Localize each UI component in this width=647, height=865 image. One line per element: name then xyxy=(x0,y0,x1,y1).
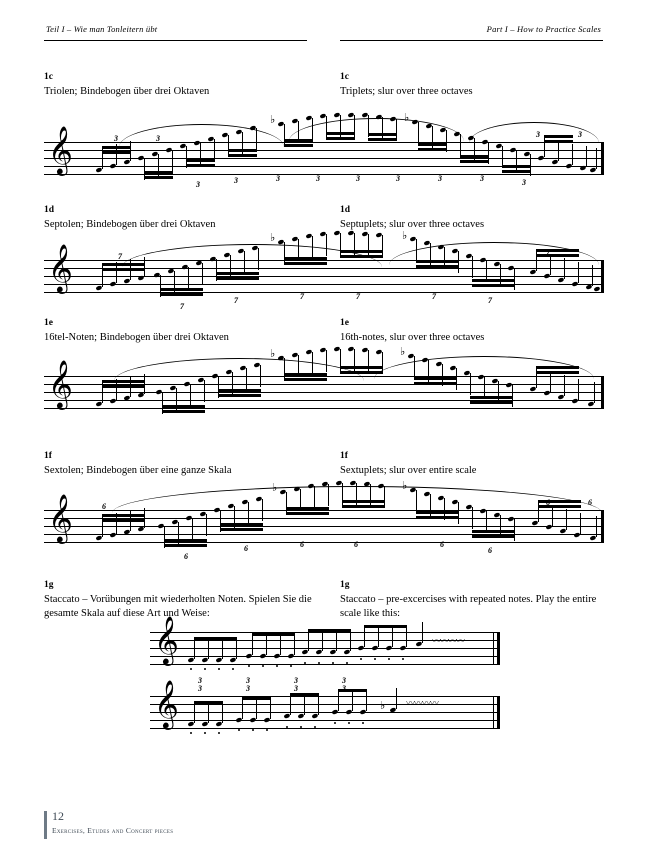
page-number: 12 xyxy=(52,809,64,823)
footer-title: Exercises, Etudes and Concert pieces xyxy=(52,826,174,835)
section-number-1d-en: 1d xyxy=(340,205,351,215)
final-barline xyxy=(601,376,604,409)
tuplet-number: 6 xyxy=(440,540,444,549)
section-number-1g-en: 1g xyxy=(340,580,350,590)
flat-accidental: ♭ xyxy=(272,481,278,494)
section-number-1e-en: 1e xyxy=(340,318,349,328)
section-text-1f-de: Sextolen; Bindebogen über eine ganze Skala xyxy=(44,465,232,476)
staff-1g-b xyxy=(150,679,500,728)
section-text-1c-en: Triplets; slur over three octaves xyxy=(340,86,473,97)
treble-clef-icon: 𝄞 xyxy=(48,125,73,174)
flat-accidental: ♭ xyxy=(270,347,276,360)
page-footer xyxy=(44,811,444,843)
caption-1f-de xyxy=(44,449,324,478)
section-number-1e-de: 1e xyxy=(44,318,53,328)
treble-clef-icon: 𝄞 xyxy=(48,243,73,292)
tuplet-number: 3 xyxy=(294,676,298,685)
music-system-1f xyxy=(44,479,604,561)
section-text-1d-de: Septolen; Bindebogen über drei Oktaven xyxy=(44,219,216,230)
running-head xyxy=(44,24,603,42)
header-rule-right xyxy=(340,40,603,41)
running-head-left: Teil I – Wie man Tonleitern übt xyxy=(46,24,158,34)
tuplet-number: 3 xyxy=(480,174,484,183)
staff-1e xyxy=(44,345,604,408)
section-number-1f-de: 1f xyxy=(44,451,52,461)
tuplet-number: 3 xyxy=(294,684,298,693)
music-system-1g-a xyxy=(150,615,500,670)
tuplet-number: 3 xyxy=(536,130,540,139)
treble-clef-icon: 𝄞 xyxy=(48,493,73,542)
treble-clef-icon: 𝄞 xyxy=(48,359,73,408)
section-number-1c-de: 1c xyxy=(44,72,53,82)
tuplet-number: 3 xyxy=(396,174,400,183)
caption-1d-en xyxy=(340,203,612,232)
section-number-1g-de: 1g xyxy=(44,580,54,590)
flat-accidental: ♭ xyxy=(404,111,410,124)
tuplet-number: 3 xyxy=(316,174,320,183)
caption-1e-de xyxy=(44,316,324,345)
tuplet-number: 7 xyxy=(488,296,492,305)
tuplet-number: 6 xyxy=(184,552,188,561)
music-system-1d xyxy=(44,229,604,314)
tuplet-number: 7 xyxy=(546,248,550,257)
trill-wavy-line: 〰〰〰〰 xyxy=(406,699,439,709)
section-text-1e-en: 16th-notes, slur over three octaves xyxy=(340,332,485,343)
section-text-1f-en: Sextuplets; slur over entire scale xyxy=(340,465,477,476)
flat-accidental: ♭ xyxy=(402,479,408,492)
caption-1g-de xyxy=(44,578,324,621)
caption-1c-en xyxy=(340,70,612,99)
treble-clef-icon: 𝄞 xyxy=(154,679,179,728)
tuplet-number: 3 xyxy=(276,174,280,183)
flat-accidental: ♭ xyxy=(400,345,406,358)
tuplet-number: 3 xyxy=(578,130,582,139)
music-system-1e xyxy=(44,345,604,428)
tuplet-number: 7 xyxy=(234,296,238,305)
tuplet-number: 6 xyxy=(488,546,492,555)
tuplet-number: 3 xyxy=(438,174,442,183)
staff-1g-a xyxy=(150,615,500,664)
staff-1c xyxy=(44,111,604,174)
final-barline xyxy=(601,260,604,293)
tuplet-number: 3 xyxy=(156,134,160,143)
running-head-right: Part I – How to Practice Scales xyxy=(486,24,601,34)
section-text-1g-de: Staccato – Vorübungen mit wiederholten Noten. Spielen Sie die gesamte Skala auf diese Art und Weise: xyxy=(44,594,312,619)
tuplet-number: 7 xyxy=(356,292,360,301)
section-number-1f-en: 1f xyxy=(340,451,348,461)
flat-accidental: ♭ xyxy=(270,231,276,244)
music-system-1c xyxy=(44,111,604,196)
caption-1g-en xyxy=(340,578,612,621)
tuplet-number: 7 xyxy=(432,292,436,301)
tuplet-number: 7 xyxy=(180,302,184,311)
final-barline xyxy=(601,510,604,543)
tuplet-number: 3 xyxy=(114,134,118,143)
tuplet-number: 6 xyxy=(244,544,248,553)
trill-wavy-line: 〰〰〰〰 xyxy=(432,637,465,647)
tuplet-number: 7 xyxy=(118,252,122,261)
final-barline xyxy=(497,632,500,665)
flat-accidental: ♭ xyxy=(402,229,408,242)
section-text-1e-de: 16tel-Noten; Bindebogen über drei Oktaven xyxy=(44,332,229,343)
footer-rule xyxy=(44,811,47,839)
final-barline xyxy=(497,696,500,729)
caption-1c-de xyxy=(44,70,324,99)
tuplet-number: 3 xyxy=(198,676,202,685)
caption-1f-en xyxy=(340,449,612,478)
music-system-1g-b xyxy=(150,679,500,732)
tuplet-number: 3 xyxy=(522,178,526,187)
section-text-1d-en: Septuplets; slur over three octaves xyxy=(340,219,485,230)
tuplet-number: 6 xyxy=(300,540,304,549)
tuplet-number: 3 xyxy=(196,180,200,189)
tuplet-number: 6 xyxy=(546,498,550,507)
flat-accidental: ♭ xyxy=(270,113,276,126)
thin-barline xyxy=(493,696,494,729)
staff-1f xyxy=(44,479,604,542)
tuplet-number: 3 xyxy=(342,684,346,693)
tuplet-number: 6 xyxy=(588,498,592,507)
staff-1d xyxy=(44,229,604,292)
final-barline xyxy=(601,142,604,175)
treble-clef-icon: 𝄞 xyxy=(154,615,179,664)
tuplet-row-1g xyxy=(150,676,500,688)
tuplet-number: 3 xyxy=(198,684,202,693)
section-text-1g-en: Staccato – pre-excercises with repeated notes. Play the entire scale like this: xyxy=(340,594,597,619)
section-number-1d-de: 1d xyxy=(44,205,55,215)
tuplet-number: 3 xyxy=(246,676,250,685)
tuplet-number: 3 xyxy=(234,176,238,185)
tuplet-number: 6 xyxy=(102,502,106,511)
tuplet-number: 3 xyxy=(246,684,250,693)
section-number-1c-en: 1c xyxy=(340,72,349,82)
tuplet-number: 6 xyxy=(354,540,358,549)
tuplet-number: 3 xyxy=(342,676,346,685)
tuplet-number: 7 xyxy=(300,292,304,301)
caption-1d-de xyxy=(44,203,324,232)
tuplet-number: 3 xyxy=(356,174,360,183)
thin-barline xyxy=(493,632,494,665)
header-rule-left xyxy=(44,40,307,41)
flat-accidental: ♭ xyxy=(380,699,386,712)
caption-1e-en xyxy=(340,316,612,345)
section-text-1c-de: Triolen; Bindebogen über drei Oktaven xyxy=(44,86,210,97)
